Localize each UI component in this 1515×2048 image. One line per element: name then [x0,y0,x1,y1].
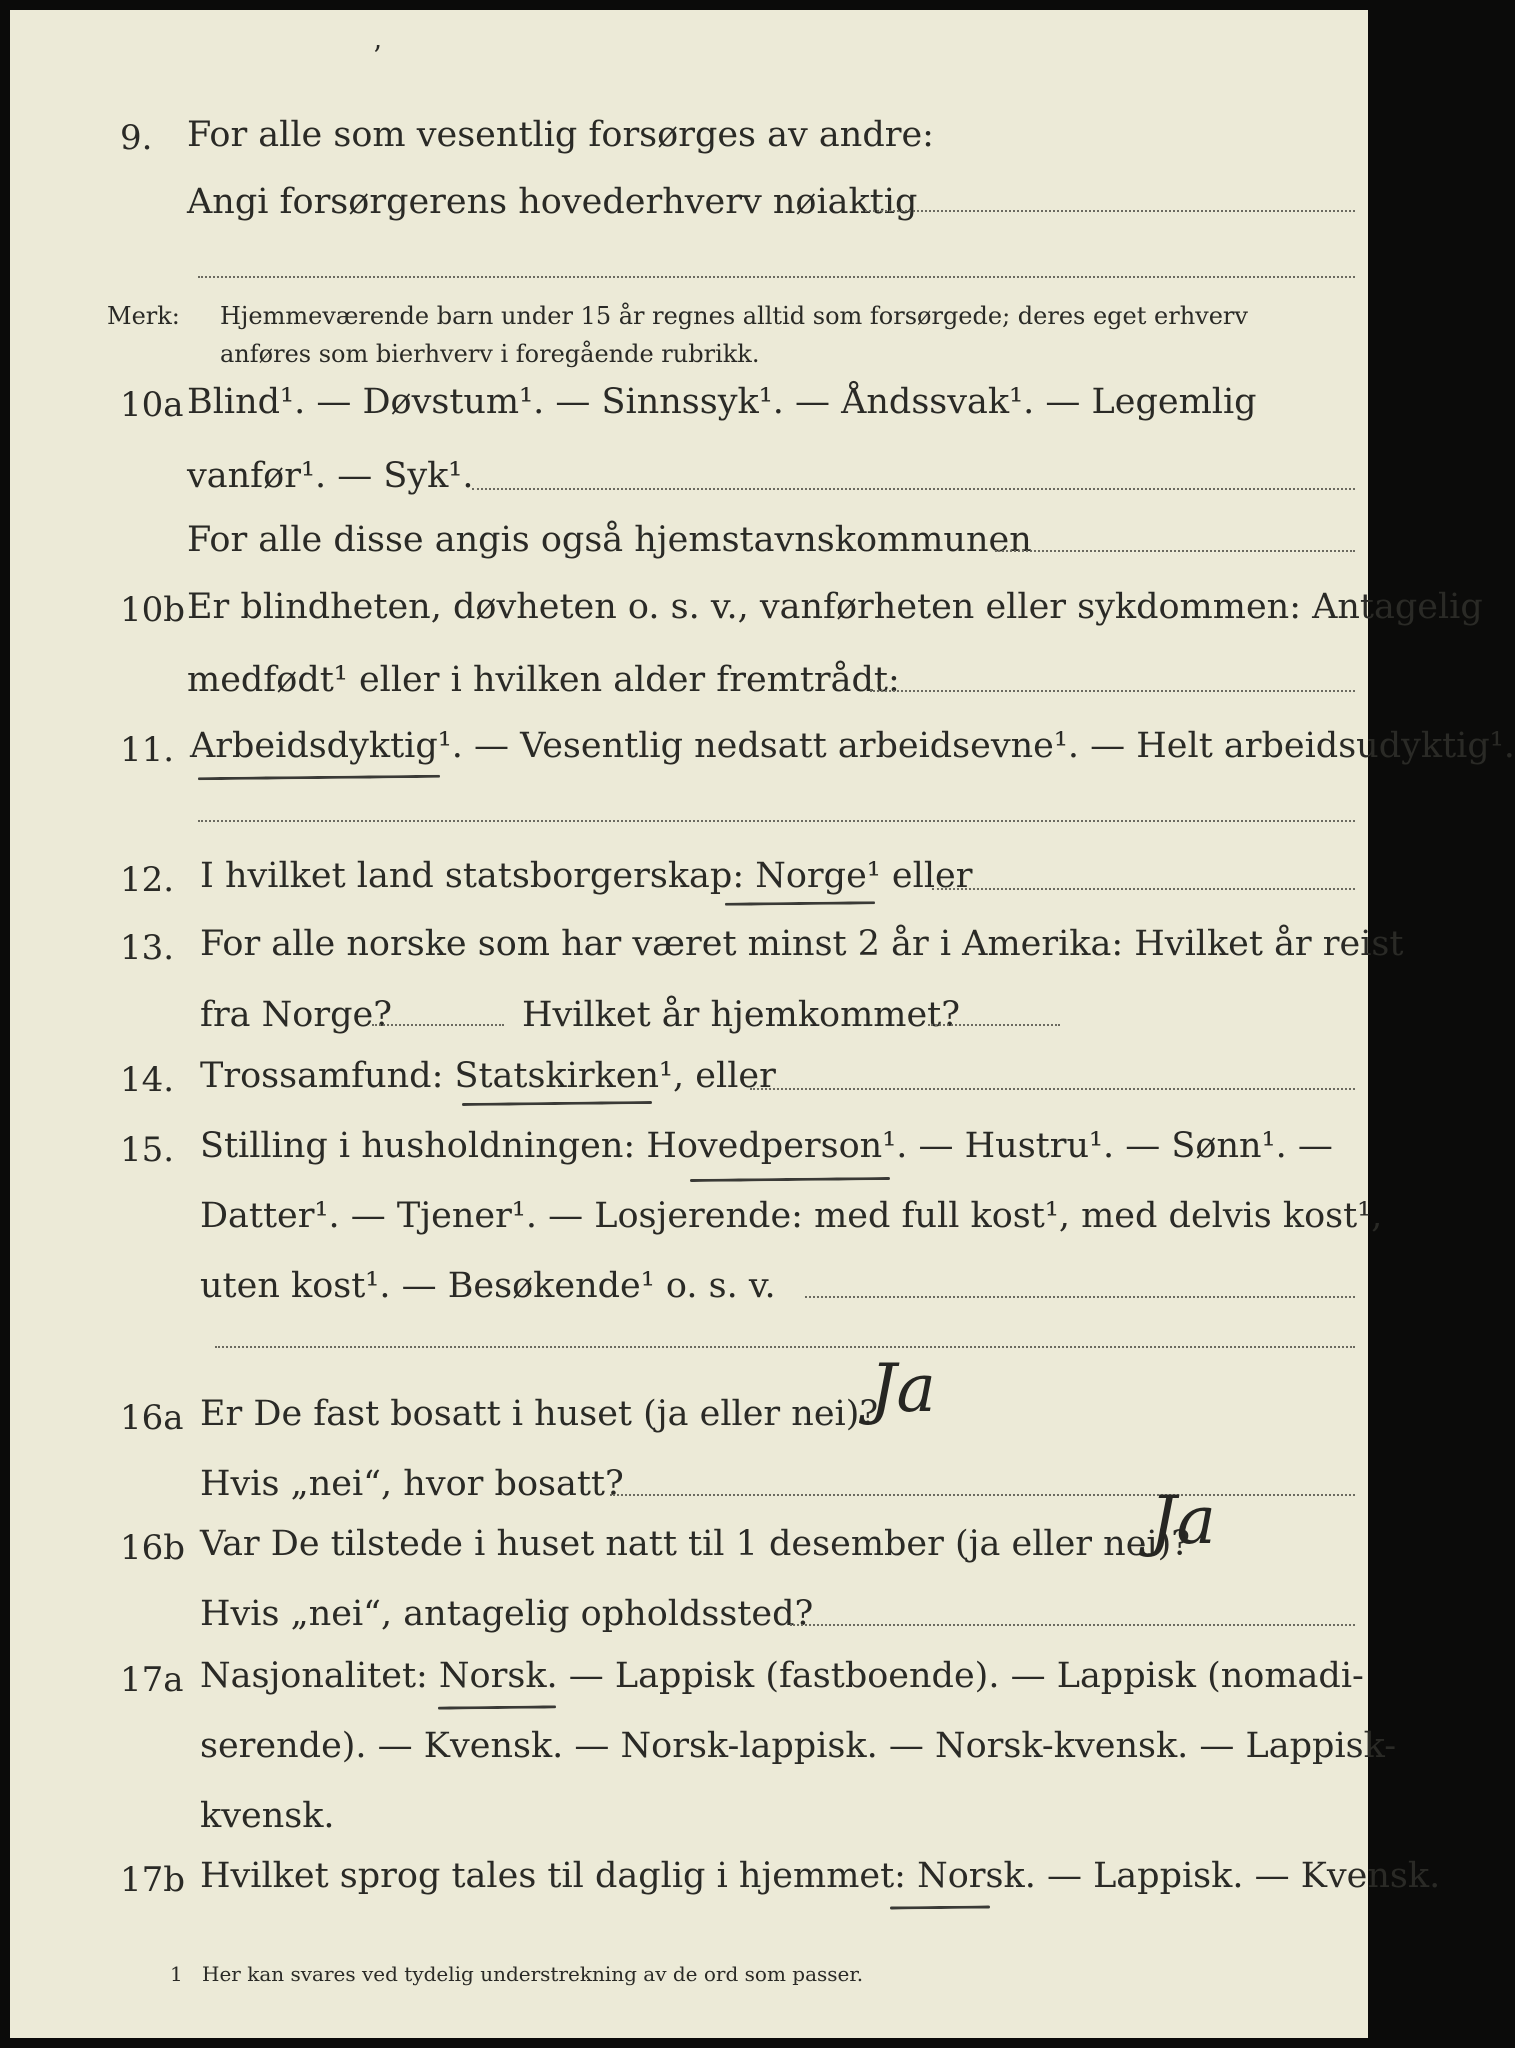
q17b-underline [890,1905,990,1909]
q15-line2: Datter¹. — Tjener¹. — Losjerende: med full kost¹, med delvis kost¹, [200,1196,1383,1236]
q16a-line1: Er De fast bosatt i huset (ja eller nei)? [200,1394,879,1434]
q16b-line1: Var De tilstede i huset natt til 1 desember (ja eller nei)? [200,1524,1191,1564]
q14-answer-line [750,1088,1355,1090]
q17a-line2: serende). — Kvensk. — Norsk-lappisk. — Norsk-kvensk. — Lappisk- [200,1726,1397,1766]
merk-line2: anføres som bierhverv i foregående rubrikk. [220,340,760,368]
q12-line1: I hvilket land statsborgerskap: Norge¹ eller [200,856,973,896]
q10a-kommune-line [995,550,1355,552]
q11-number: 11. [120,730,175,770]
merk-line1: Hjemmeværende barn under 15 år regnes alltid som forsørgede; deres eget erhverv [220,302,1248,330]
q16a-number: 16a [120,1398,184,1438]
q15-underline [690,1177,890,1182]
q10a-line3: For alle disse angis også hjemstavnskommunen [187,520,1032,560]
census-form-page [10,10,1515,2038]
q16b-line2: Hvis „nei“, antagelig opholdssted? [200,1594,814,1634]
stray-mark: ʼ [372,40,381,73]
q17b-number: 17b [120,1860,186,1900]
q10a-answer-line [472,488,1355,490]
q12-underline [725,901,875,906]
q11-line1: Arbeidsdyktig¹. — Vesentlig nedsatt arbeidsevne¹. — Helt arbeidsudyktig¹. [190,726,1515,766]
q15-line3: uten kost¹. — Besøkende¹ o. s. v. [200,1266,776,1306]
q11-answer-line [198,820,1355,822]
q13-line2a: fra Norge? [200,995,392,1035]
q17a-line3: kvensk. [200,1796,335,1836]
q16a-handwritten-answer: Ja [870,1350,936,1427]
q12-number: 12. [120,860,175,900]
q16a-line2: Hvis „nei“, hvor bosatt? [200,1464,624,1504]
q16b-handwritten-answer: Ja [1150,1482,1216,1559]
q13-number: 13. [120,928,175,968]
q9-answer-line [865,210,1355,212]
q10a-line2: vanfør¹. — Syk¹. [187,456,474,496]
q13-year-returned-line [928,1024,1060,1026]
q17a-number: 17a [120,1660,184,1700]
q14-number: 14. [120,1060,175,1100]
merk-label: Merk: [107,302,180,330]
q9-line2: Angi forsørgerens hovederhverv nøiaktig [187,182,918,222]
q13-year-left-line [372,1024,504,1026]
q11-underline [198,775,440,781]
footnote-text: Her kan svares ved tydelig understrekning av de ord som passer. [202,1962,864,1986]
q17a-underline [438,1705,556,1709]
q10b-number: 10b [120,590,186,630]
q10b-line2: medfødt¹ eller i hvilken alder fremtrådt: [187,660,900,700]
q17a-line1: Nasjonalitet: Norsk. — Lappisk (fastboende). — Lappisk (nomadi- [200,1656,1364,1696]
q10b-line1: Er blindheten, døvheten o. s. v., vanførheten eller sykdommen: Antagelig [187,587,1483,627]
q10b-answer-line [870,690,1355,692]
q15-answer-line [805,1296,1355,1298]
q13-line1: For alle norske som har været minst 2 år i Amerika: Hvilket år reist [200,924,1404,964]
q14-line1: Trossamfund: Statskirken¹, eller [200,1056,776,1096]
q17b-line1: Hvilket sprog tales til daglig i hjemmet: Norsk. — Lappisk. — Kvensk. [200,1856,1441,1896]
q15-answer-line-2 [215,1346,1355,1348]
q16a-answer-line [610,1494,1355,1496]
q9-line1: For alle som vesentlig forsørges av andre: [187,115,934,155]
q15-line1: Stilling i husholdningen: Hovedperson¹. — Hustru¹. — Sønn¹. — [200,1126,1333,1166]
q16b-number: 16b [120,1528,186,1568]
q9-number: 9. [120,118,153,158]
q10a-line1: Blind¹. — Døvstum¹. — Sinnssyk¹. — Åndssvak¹. — Legemlig [187,382,1257,422]
q16b-answer-line [790,1624,1355,1626]
q10a-number: 10a [120,385,184,425]
q13-line2b: Hvilket år hjemkommet? [522,995,961,1035]
q14-underline [462,1101,652,1106]
footnote-marker: 1 [170,1962,183,1986]
q15-number: 15. [120,1130,175,1170]
q12-answer-line [932,888,1355,890]
q9-answer-line-2 [198,276,1355,278]
